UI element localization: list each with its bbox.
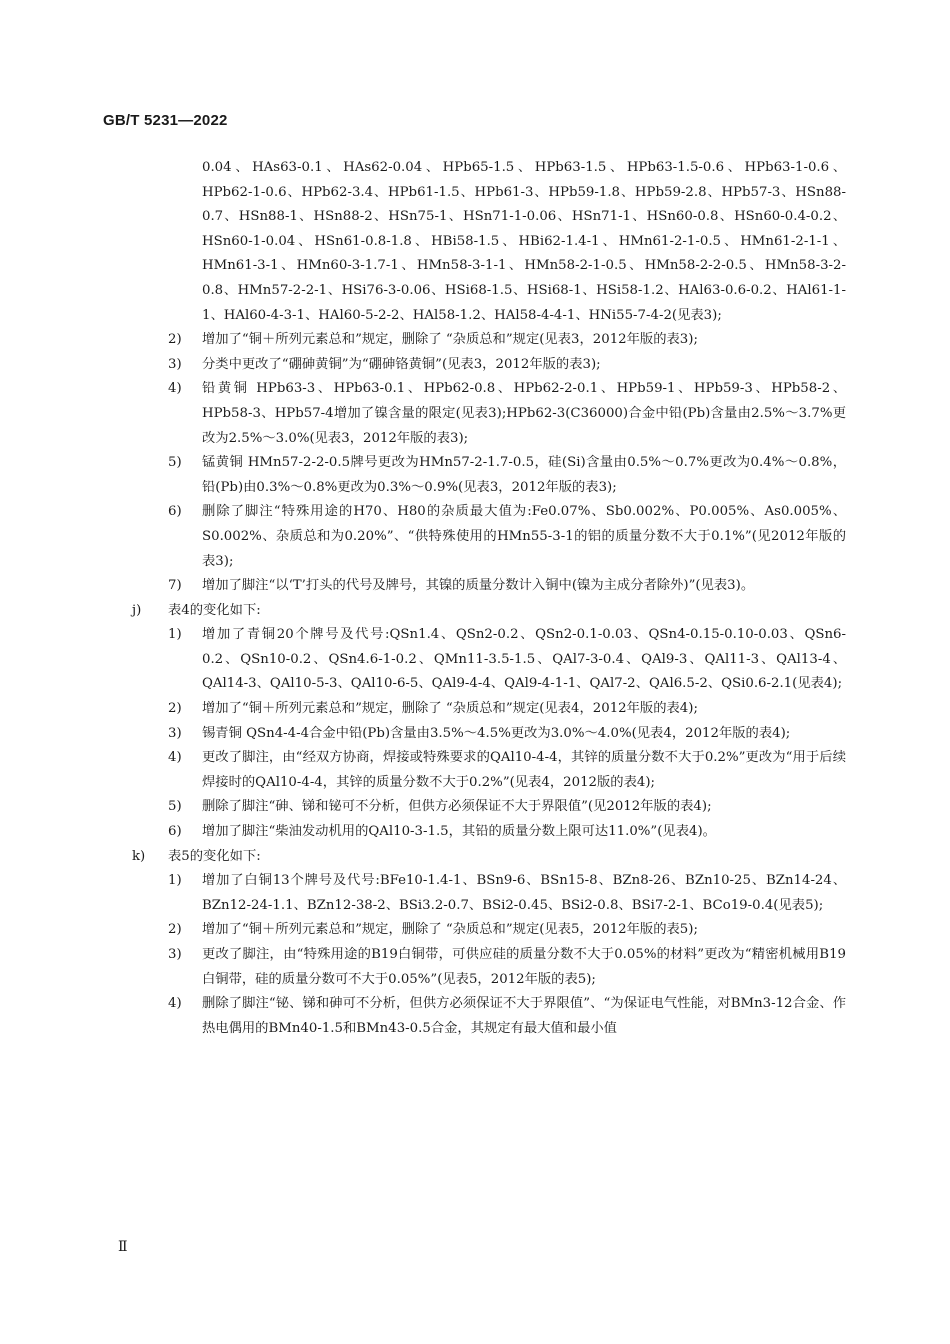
- continued-list-text: 0.04、HAs63-0.1、HAs62-0.04、HPb65-1.5、HPb63-1.5、HPb63-1.5-0.6、HPb63-1-0.6、HPb62-1-0.6、HPb62-3.4、HPb61-1.5、HPb61-3、HPb59-1.8、HPb59-2.8、HPb57-3、HSn88-0.7、HSn88-1、HSn88-2、HSn75-1、HSn71-1-0.06、HSn71-1、HSn60-0.8、HSn60-0.4-0.2、HSn60-1-0.04、HSn61-0.8-1.8、HBi58-1.5、HBi62-1.4-1、HMn61-2-1-0.5、HMn61-2-1-1、HMn61-3-1、HMn60-3-1.7-1、HMn58-3-1-1、HMn58-2-1-0.5、HMn58-2-2-0.5、HMn58-3-2-0.8、HMn57-2-2-1、HSi76-3-0.06、HSi68-1.5、HSi68-1、HSi58-1.2、HAl63-0.6-0.2、HAl61-1-1、HAl60-4-3-1、HAl60-5-2-2、HAl58-1.2、HAl58-4-4-1、HNi55-7-4-2(见表3);: [202, 160, 846, 323]
- item-number: 3): [168, 947, 182, 962]
- item-text: 删除了脚注“特殊用途的H70、H80的杂质最大值为:Fe0.07%、Sb0.002%、P0.005%、As0.005%、S0.002%、杂质总和为0.20%”、“供特殊使用的HMn55-3-1的铝的质量分数不大于0.1%”(见2012年版的表3);: [202, 504, 846, 569]
- item-number: 2): [168, 701, 182, 717]
- item-text: 增加了青铜20个牌号及代号:QSn1.4、QSn2-0.2、QSn2-0.1-0.03、QSn4-0.15-0.10-0.03、QSn6-0.2、QSn10-0.2、QSn4.6-1-0.2、QMn11-3.5-1.5、QAl7-3-0.4、QAl9-3、QAl11-3、QAl13-4、QAl14-3、QAl10-5-3、QAl10-6-5、QAl9-4-4、QAl9-4-1-1、QAl7-2、QAl6.5-2、QSi0.6-2.1(见表4);: [202, 627, 846, 692]
- list-item: [118, 451, 846, 500]
- list-item: [118, 377, 846, 451]
- item-text: 增加了脚注“以‘T’打头的代号及牌号，其镍的质量分数计入铜中(镍为主成分者除外)”(见表3)。: [202, 578, 755, 594]
- list-item: [118, 746, 846, 795]
- item-number: 6): [168, 504, 182, 520]
- item-text: 增加了“铜＋所列元素总和”规定，删除了 “杂质总和”规定(见表4，2012年版的表4);: [202, 701, 698, 717]
- document-body: [118, 156, 846, 1041]
- item-number: 5): [168, 799, 182, 815]
- list-item: [118, 869, 846, 918]
- section-title: 表5的变化如下:: [168, 848, 261, 864]
- item-number: 2): [168, 332, 182, 348]
- list-item: [118, 992, 846, 1041]
- item-text: 锡青铜 QSn4-4-4合金中铅(Pb)含量由3.5%～4.5%更改为3.0%～4.0%(见表4，2012年版的表4);: [202, 725, 791, 741]
- item-number: 2): [168, 922, 182, 938]
- item-number: 7): [168, 578, 182, 594]
- item-number: 1): [168, 627, 182, 643]
- section-heading: [118, 845, 846, 870]
- list-item: [118, 722, 846, 747]
- list-item: [118, 574, 846, 599]
- list-item: [118, 500, 846, 574]
- item-text: 增加了“铜＋所列元素总和”规定，删除了 “杂质总和”规定(见表5，2012年版的表5);: [202, 922, 698, 938]
- item-number: 1): [168, 873, 182, 889]
- list-item: [118, 943, 846, 992]
- item-text: 铅黄铜 HPb63-3、HPb63-0.1、HPb62-0.8、HPb62-2-0.1、HPb59-1、HPb59-3、HPb58-2、HPb58-3、HPb57-4增加了镍含量的限定(见表3);HPb62-3(C36000)合金中铅(Pb)含量由2.5%～3.7%更改为2.5%～3.0%(见表3，2012年版的表3);: [202, 381, 846, 446]
- item-number: 4): [168, 996, 182, 1012]
- item-number: 6): [168, 824, 182, 840]
- list-item: [118, 328, 846, 353]
- item-text: 增加了“铜＋所列元素总和”规定，删除了 “杂质总和”规定(见表3，2012年版的表3);: [202, 332, 698, 348]
- item-text: 删除了脚注“砷、锑和铋可不分析，但供方必须保证不大于界限值”(见2012年版的表4);: [202, 799, 712, 815]
- item-text: 增加了白铜13个牌号及代号:BFe10-1.4-1、BSn9-6、BSn15-8、BZn8-26、BZn10-25、BZn14-24、BZn12-24-1.1、BZn12-38-2、BSi3.2-0.7、BSi2-0.45、BSi2-0.8、BSi7-2-1、BCo19-0.4(见表5);: [202, 873, 846, 913]
- item-text: 删除了脚注“铋、锑和砷可不分析，但供方必须保证不大于界限值”、“为保证电气性能，对BMn3-12合金、作热电偶用的BMn40-1.5和BMn43-0.5合金，其规定有最大值和最小值: [202, 996, 846, 1036]
- item-text: 分类中更改了“硼砷黄铜”为“硼砷铬黄铜”(见表3，2012年版的表3);: [202, 356, 601, 372]
- list-item: [118, 820, 846, 845]
- change-sections: [118, 328, 846, 1041]
- section-title: 表4的变化如下:: [168, 602, 261, 618]
- item-number: 3): [168, 356, 182, 372]
- item-number: 5): [168, 455, 182, 471]
- item-number: 4): [168, 750, 182, 766]
- item-number: 4): [168, 381, 182, 397]
- item-text: 更改了脚注，由“特殊用途的B19白铜带，可供应硅的质量分数不大于0.05%的材料”更改为“精密机械用B19白铜带，硅的质量分数可不大于0.05%”(见表5，2012年版的表5);: [202, 947, 846, 987]
- item-text: 增加了脚注“柴油发动机用的QAl10-3-1.5，其铅的质量分数上限可达11.0%”(见表4)。: [202, 824, 716, 840]
- page-number: Ⅱ: [118, 1239, 128, 1255]
- item-number: 3): [168, 725, 182, 741]
- standard-code-header: GB/T 5231—2022: [103, 112, 228, 129]
- section-heading: [118, 599, 846, 624]
- list-item: [118, 918, 846, 943]
- section-label: j): [132, 602, 142, 618]
- list-item: [118, 353, 846, 378]
- item-text: 更改了脚注，由“经双方协商，焊接或特殊要求的QAl10-4-4，其锌的质量分数不大于0.2%”更改为“用于后续焊接时的QAl10-4-4，其锌的质量分数不大于0.2%”(见表4，2012版的表4);: [202, 750, 846, 790]
- list-item: [118, 697, 846, 722]
- section-label: k): [132, 848, 146, 864]
- list-item: [118, 795, 846, 820]
- list-item: [118, 623, 846, 697]
- item-text: 锰黄铜 HMn57-2-2-0.5牌号更改为HMn57-2-1.7-0.5，硅(Si)含量由0.5%～0.7%更改为0.4%～0.8%，铅(Pb)由0.3%～0.8%更改为0.3%～0.9%(见表3，2012年版的表3);: [202, 455, 846, 495]
